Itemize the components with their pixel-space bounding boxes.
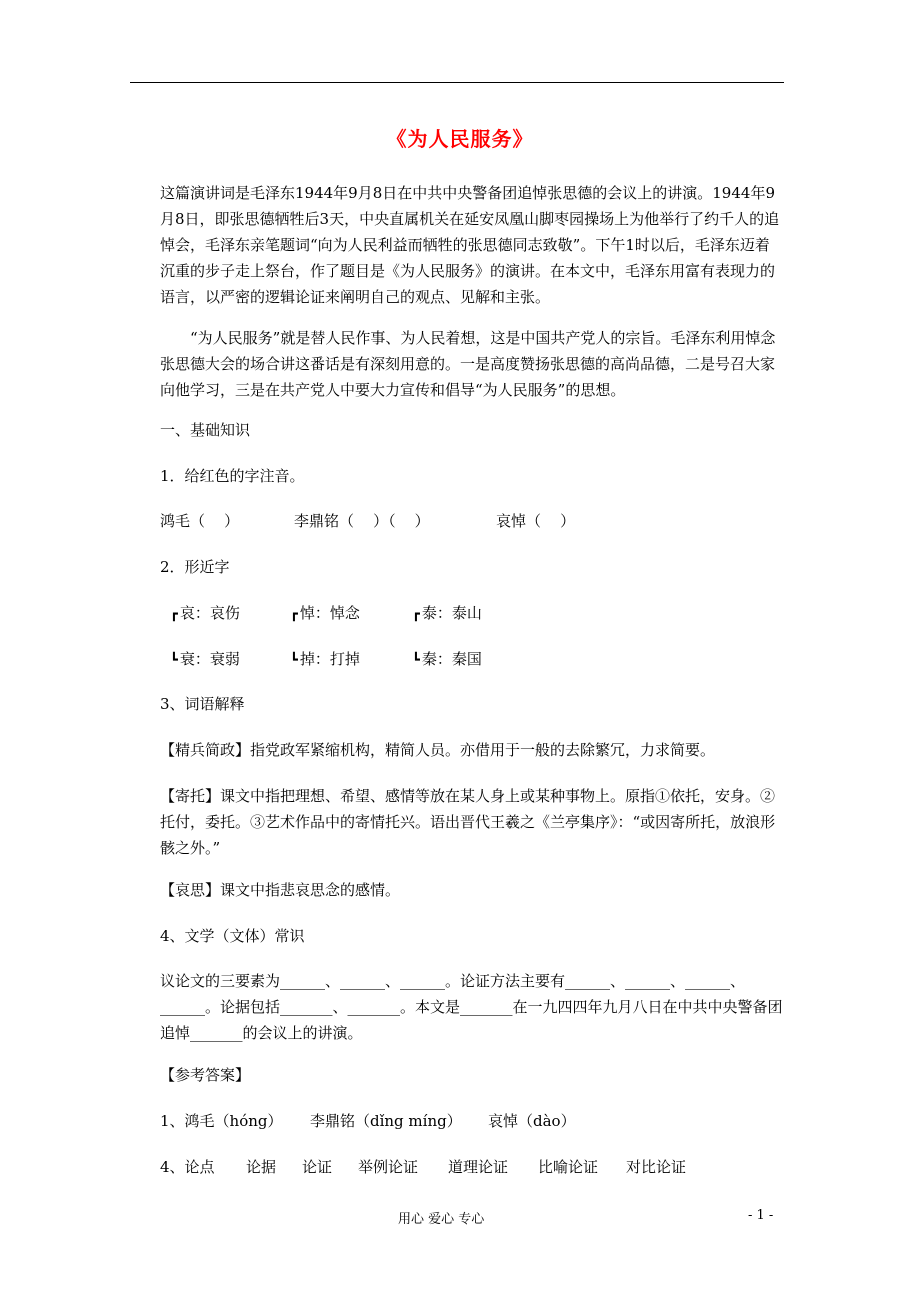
answer-4-item: 道理论证 bbox=[448, 1158, 509, 1176]
question-3: 3、词语解释 bbox=[160, 695, 245, 713]
definition-jituo: 【寄托】课文中指把理想、希望、感情等放在某人身上或某种事物上。原指①依托，安身。②托付，委托。③艺术作品中的寄情托兴。语出晋代王羲之《兰亭集序》：“或因寄所托，放浪形骸之外。” bbox=[160, 787, 776, 857]
bracket-bottom-mark: ┗ bbox=[290, 653, 298, 668]
pinyin-item-1: 鸿毛（ ） bbox=[160, 512, 240, 530]
question-4-text: 议论文的三要素为______、______、______。论证方法主要有______、______、______、______。论据包括_______、_______。本文是_______在一九四四年九月八日在中共中央警备团追悼_______的会议上的讲演。 bbox=[160, 972, 783, 1042]
similar-char-top-1: ┏ 哀：哀伤 bbox=[170, 602, 240, 626]
intro-paragraph: 这篇演讲词是毛泽东1944年9月8日在中共中央警备团追悼张思德的会议上的讲演。1944年9月8日，即张思德牺牲后3天，中央直属机关在延安凤凰山脚枣园操场上为他举行了约千人的追悼会，毛泽东亲笔题词“向为人民利益而牺牲的张思德同志致敬”。下午1时以后，毛泽东迈着沉重的步子走上祭台，作了题目是《为人民服务》的演讲。在本文中，毛泽东用富有表现力的语言，以严密的逻辑论证来阐明自己的观点、见解和主张。 bbox=[160, 184, 780, 306]
answer-4-item: 对比论证 bbox=[626, 1158, 687, 1176]
bracket-top-mark: ┏ bbox=[170, 607, 178, 622]
answer-4-item: 4、论点 bbox=[160, 1158, 215, 1176]
question-4: 4、文学（文体）常识 bbox=[160, 927, 305, 945]
page-title: 《为人民服务》 bbox=[386, 127, 534, 151]
similar-char-bottom-1: ┗ 衰：衰弱 bbox=[170, 648, 240, 672]
answer-4-item: 举例论证 bbox=[358, 1158, 419, 1176]
header-rule bbox=[130, 82, 784, 83]
purpose-paragraph: “为人民服务”就是替人民作事、为人民着想，这是中国共产党人的宗旨。毛泽东利用悼念张思德大会的场合讲这番话是有深刻用意的。一是高度赞扬张思德的高尚品德，二是号召大家向他学习，三是在共产党人中要大力宣传和倡导“为人民服务”的思想。 bbox=[160, 329, 776, 399]
bracket-top-mark: ┏ bbox=[412, 607, 420, 622]
question-1: 1．给红色的字注音。 bbox=[160, 467, 305, 485]
bracket-bottom-mark: ┗ bbox=[170, 653, 178, 668]
answers-heading: 【参考答案】 bbox=[160, 1066, 251, 1084]
answer-4-item: 论证 bbox=[302, 1158, 333, 1176]
bracket-bottom-mark: ┗ bbox=[412, 653, 420, 668]
definition-jingbing: 【精兵简政】指党政军紧缩机构，精简人员。亦借用于一般的去除繁冗，力求简要。 bbox=[160, 741, 716, 759]
pinyin-item-2: 李鼎铭（ ）（ ） bbox=[294, 512, 430, 530]
page-number: - 1 - bbox=[748, 1208, 774, 1223]
definition-aisi: 【哀思】课文中指悲哀思念的感情。 bbox=[160, 881, 401, 899]
question-2: 2．形近字 bbox=[160, 558, 230, 576]
bracket-top-mark: ┏ bbox=[290, 607, 298, 622]
answer-4-item: 比喻论证 bbox=[538, 1158, 599, 1176]
similar-char-bottom-3: ┗ 秦：秦国 bbox=[412, 648, 482, 672]
section-basic-knowledge: 一、基础知识 bbox=[160, 421, 251, 439]
answer-1-c: 哀悼（dào） bbox=[488, 1112, 576, 1130]
answer-1-a: 1、鸿毛（hóng） bbox=[160, 1112, 283, 1130]
footer-motto: 用心 爱心 专心 bbox=[398, 1212, 485, 1227]
similar-char-top-2: ┏ 悼：悼念 bbox=[290, 602, 360, 626]
similar-char-bottom-2: ┗ 掉：打掉 bbox=[290, 648, 360, 672]
answer-4-item: 论据 bbox=[246, 1158, 277, 1176]
similar-char-top-3: ┏ 泰：泰山 bbox=[412, 602, 482, 626]
pinyin-item-3: 哀悼（ ） bbox=[496, 512, 576, 530]
answer-1-b: 李鼎铭（dǐng míng） bbox=[310, 1112, 462, 1130]
